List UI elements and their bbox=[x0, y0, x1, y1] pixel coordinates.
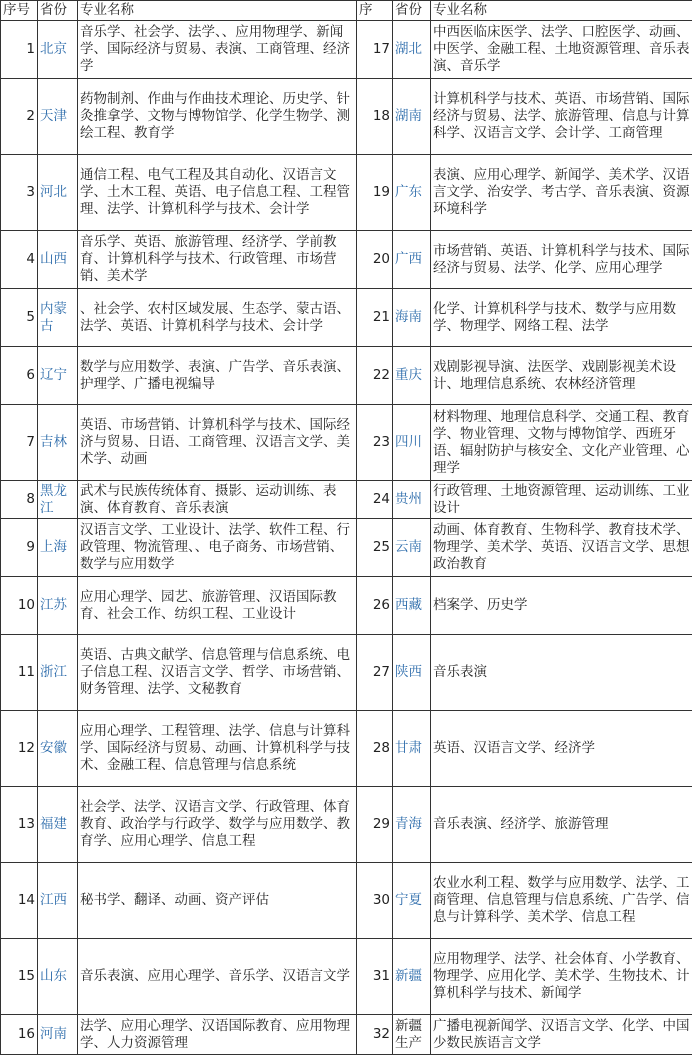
majors-left: 应用心理学、园艺、旅游管理、汉语国际教育、社会工作、纺织工程、工业设计 bbox=[78, 577, 357, 635]
row-number-left: 7 bbox=[1, 405, 38, 481]
majors-left: 应用心理学、工程管理、法学、信息与计算科学、国际经济与贸易、动画、计算机科学与技术、金融工程、信息管理与信息系统 bbox=[78, 711, 357, 787]
province-link-left[interactable]: 北京 bbox=[38, 21, 78, 79]
majors-right: 市场营销、英语、计算机科学与技术、国际经济与贸易、法学、化学、应用心理学 bbox=[431, 231, 692, 289]
majors-right: 农业水利工程、数学与应用数学、法学、工商管理、信息管理与信息系统、广告学、信息与计算科学、美术学、信息工程 bbox=[431, 863, 692, 939]
row-number-left: 2 bbox=[1, 79, 38, 155]
province-link-right[interactable]: 宁夏 bbox=[393, 863, 431, 939]
row-number-right: 23 bbox=[357, 405, 393, 481]
majors-left: 通信工程、电气工程及其自动化、汉语言文学、土木工程、英语、电子信息工程、工程管理、法学、计算机科学与技术、会计学 bbox=[78, 155, 357, 231]
header-majors-right: 专业名称 bbox=[431, 1, 692, 21]
row-number-left: 11 bbox=[1, 635, 38, 711]
province-link-right[interactable]: 广西 bbox=[393, 231, 431, 289]
province-link-left[interactable]: 江西 bbox=[38, 863, 78, 939]
row-number-left: 14 bbox=[1, 863, 38, 939]
header-province-left: 省份 bbox=[38, 1, 78, 21]
majors-left: 法学、应用心理学、汉语国际教育、应用物理学、人力资源管理 bbox=[78, 1015, 357, 1055]
row-number-right: 19 bbox=[357, 155, 393, 231]
province-link-left[interactable]: 内蒙古 bbox=[38, 289, 78, 347]
row-number-right: 26 bbox=[357, 577, 393, 635]
majors-right: 化学、计算机科学与技术、数学与应用数学、物理学、网络工程、法学 bbox=[431, 289, 692, 347]
row-number-right: 31 bbox=[357, 939, 393, 1015]
province-link-right[interactable]: 甘肃 bbox=[393, 711, 431, 787]
majors-right: 戏剧影视导演、法医学、戏剧影视美术设计、地理信息系统、农林经济管理 bbox=[431, 347, 692, 405]
majors-right: 计算机科学与技术、英语、市场营销、国际经济与贸易、法学、旅游管理、信息与计算科学、汉语言文学、会计学、工商管理 bbox=[431, 79, 692, 155]
row-number-right: 25 bbox=[357, 519, 393, 577]
table-row bbox=[1, 577, 692, 635]
row-number-left: 4 bbox=[1, 231, 38, 289]
province-link-left[interactable]: 山东 bbox=[38, 939, 78, 1015]
majors-right: 英语、汉语言文学、经济学 bbox=[431, 711, 692, 787]
row-number-right: 28 bbox=[357, 711, 393, 787]
province-link-right[interactable]: 云南 bbox=[393, 519, 431, 577]
majors-right: 档案学、历史学 bbox=[431, 577, 692, 635]
table-row bbox=[1, 79, 692, 155]
province-link-left[interactable]: 河南 bbox=[38, 1015, 78, 1055]
province-link-right[interactable]: 新疆 bbox=[393, 939, 431, 1015]
province-link-right[interactable]: 四川 bbox=[393, 405, 431, 481]
row-number-left: 3 bbox=[1, 155, 38, 231]
province-link-right[interactable]: 重庆 bbox=[393, 347, 431, 405]
table-row bbox=[1, 711, 692, 787]
province-link-left[interactable]: 黑龙江 bbox=[38, 481, 78, 519]
province-link-left[interactable]: 浙江 bbox=[38, 635, 78, 711]
majors-left: 秘书学、翻译、动画、资产评估 bbox=[78, 863, 357, 939]
province-link-right[interactable]: 贵州 bbox=[393, 481, 431, 519]
table-row bbox=[1, 481, 692, 519]
table-row bbox=[1, 405, 692, 481]
row-number-right: 17 bbox=[357, 21, 393, 79]
table-row bbox=[1, 635, 692, 711]
row-number-right: 21 bbox=[357, 289, 393, 347]
province-link-left[interactable]: 上海 bbox=[38, 519, 78, 577]
table-row bbox=[1, 155, 692, 231]
row-number-left: 9 bbox=[1, 519, 38, 577]
province-link-left[interactable]: 辽宁 bbox=[38, 347, 78, 405]
majors-right: 材料物理、地理信息科学、交通工程、教育学、物业管理、文物与博物馆学、西班牙语、辐射防护与核安全、文化产业管理、心理学 bbox=[431, 405, 692, 481]
majors-left: 药物制剂、作曲与作曲技术理论、历史学、针灸推拿学、文物与博物馆学、化学生物学、测绘工程、教育学 bbox=[78, 79, 357, 155]
majors-right: 音乐表演 bbox=[431, 635, 692, 711]
row-number-left: 1 bbox=[1, 21, 38, 79]
table-row bbox=[1, 1015, 692, 1055]
row-number-right: 29 bbox=[357, 787, 393, 863]
row-number-left: 8 bbox=[1, 481, 38, 519]
row-number-right: 30 bbox=[357, 863, 393, 939]
province-link-right[interactable]: 海南 bbox=[393, 289, 431, 347]
row-number-right: 20 bbox=[357, 231, 393, 289]
province-link-right[interactable]: 新疆生产 bbox=[393, 1015, 431, 1055]
majors-right: 动画、体育教育、生物科学、教育技术学、物理学、美术学、英语、汉语言文学、思想政治教育 bbox=[431, 519, 692, 577]
majors-right: 应用物理学、法学、社会体育、小学教育、物理学、应用化学、美术学、生物技术、计算机科学与技术、新闻学 bbox=[431, 939, 692, 1015]
majors-right: 表演、应用心理学、新闻学、美术学、汉语言文学、治安学、考古学、音乐表演、资源环境科学 bbox=[431, 155, 692, 231]
row-number-right: 18 bbox=[357, 79, 393, 155]
row-number-right: 24 bbox=[357, 481, 393, 519]
province-link-left[interactable]: 吉林 bbox=[38, 405, 78, 481]
row-number-left: 6 bbox=[1, 347, 38, 405]
row-number-left: 5 bbox=[1, 289, 38, 347]
majors-left: 音乐表演、应用心理学、音乐学、汉语言文学 bbox=[78, 939, 357, 1015]
header-province-right: 省份 bbox=[393, 1, 431, 21]
majors-left: 汉语言文学、工业设计、法学、软件工程、行政管理、物流管理、、电子商务、市场营销、数学与应用数学 bbox=[78, 519, 357, 577]
province-link-left[interactable]: 安徽 bbox=[38, 711, 78, 787]
table-row bbox=[1, 21, 692, 79]
majors-right: 广播电视新闻学、汉语言文学、化学、中国少数民族语言文学 bbox=[431, 1015, 692, 1055]
province-link-left[interactable]: 福建 bbox=[38, 787, 78, 863]
row-number-right: 27 bbox=[357, 635, 393, 711]
majors-left: 音乐学、英语、旅游管理、经济学、学前教育、计算机科学与技术、行政管理、市场营销、美术学 bbox=[78, 231, 357, 289]
table-row bbox=[1, 519, 692, 577]
table-row bbox=[1, 289, 692, 347]
majors-left: 音乐学、社会学、法学、、应用物理学、新闻学、国际经济与贸易、表演、工商管理、经济学 bbox=[78, 21, 357, 79]
table-row bbox=[1, 939, 692, 1015]
majors-left: 数学与应用数学、表演、广告学、音乐表演、护理学、广播电视编导 bbox=[78, 347, 357, 405]
header-seq-right: 序 bbox=[357, 1, 393, 21]
header-majors-left: 专业名称 bbox=[78, 1, 357, 21]
province-link-left[interactable]: 河北 bbox=[38, 155, 78, 231]
majors-right: 音乐表演、经济学、旅游管理 bbox=[431, 787, 692, 863]
province-link-right[interactable]: 陕西 bbox=[393, 635, 431, 711]
majors-right: 中西医临床医学、法学、口腔医学、动画、中医学、金融工程、土地资源管理、音乐表演、音乐学 bbox=[431, 21, 692, 79]
row-number-left: 16 bbox=[1, 1015, 38, 1055]
row-number-left: 13 bbox=[1, 787, 38, 863]
majors-left: 英语、市场营销、计算机科学与技术、国际经济与贸易、日语、工商管理、汉语言文学、美术学、动画 bbox=[78, 405, 357, 481]
province-link-left[interactable]: 天津 bbox=[38, 79, 78, 155]
table-row bbox=[1, 347, 692, 405]
row-number-right: 32 bbox=[357, 1015, 393, 1055]
table-row bbox=[1, 863, 692, 939]
province-link-right[interactable]: 湖南 bbox=[393, 79, 431, 155]
table-row bbox=[1, 787, 692, 863]
province-link-right[interactable]: 广东 bbox=[393, 155, 431, 231]
header-row bbox=[1, 1, 692, 21]
table-row bbox=[1, 231, 692, 289]
province-link-right[interactable]: 西藏 bbox=[393, 577, 431, 635]
majors-left: 武术与民族传统体育、摄影、运动训练、表演、体育教育、音乐表演 bbox=[78, 481, 357, 519]
row-number-left: 12 bbox=[1, 711, 38, 787]
majors-left: 、社会学、农村区域发展、生态学、蒙古语、法学、英语、计算机科学与技术、会计学 bbox=[78, 289, 357, 347]
majors-left: 社会学、法学、汉语言文学、行政管理、体育教育、政治学与行政学、数学与应用数学、教育学、应用心理学、信息工程 bbox=[78, 787, 357, 863]
header-seq-left: 序号 bbox=[1, 1, 38, 21]
row-number-right: 22 bbox=[357, 347, 393, 405]
row-number-left: 10 bbox=[1, 577, 38, 635]
row-number-left: 15 bbox=[1, 939, 38, 1015]
majors-left: 英语、古典文献学、信息管理与信息系统、电子信息工程、汉语言文学、哲学、市场营销、财务管理、法学、文秘教育 bbox=[78, 635, 357, 711]
province-link-left[interactable]: 江苏 bbox=[38, 577, 78, 635]
province-link-right[interactable]: 青海 bbox=[393, 787, 431, 863]
majors-right: 行政管理、土地资源管理、运动训练、工业设计 bbox=[431, 481, 692, 519]
province-link-left[interactable]: 山西 bbox=[38, 231, 78, 289]
province-link-right[interactable]: 湖北 bbox=[393, 21, 431, 79]
